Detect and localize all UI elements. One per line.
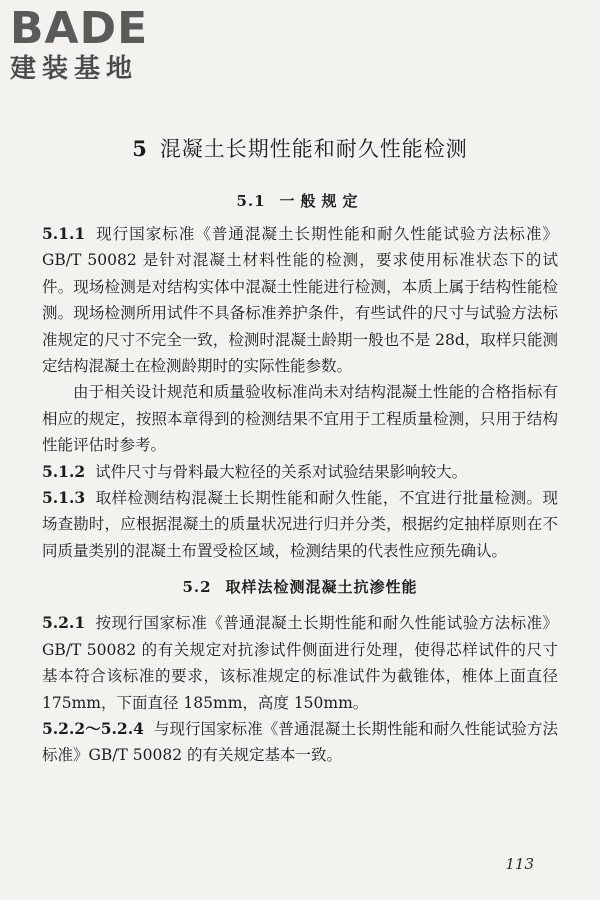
section-title-text: 取样法检测混凝土抗渗性能	[225, 578, 418, 597]
chapter-title-text: 混凝土长期性能和耐久性能检测	[159, 137, 468, 161]
clause-5-1-1-continued	[42, 379, 558, 458]
clause-number: 5.1.2	[42, 461, 86, 481]
clause-number: 5.1.1	[42, 224, 86, 243]
clause-5-1-3	[42, 485, 558, 564]
clause-text: 现行国家标准《普通混凝土长期性能和耐久性能试验方法标准》GB/T 50082 是针对混凝土材料性能的检测，要求使用标准状态下的试件。现场检测是对结构实体中混凝土性能进行检测，本质上属于结构性能检测。现场检测所用试件不具备标准养护条件，有些试件的尺寸与试验方法标准规定的尺寸不完全一致，检测时混凝土龄期一般也不是 28d，取样只能测定结构混凝土在检测龄期时的实际性能参数。	[42, 225, 558, 376]
site-logo	[10, 3, 180, 84]
section-title-text: 一般规定	[279, 192, 364, 210]
clause-text: 试件尺寸与骨料最大粒径的关系对试验结果影响较大。	[95, 462, 468, 481]
clause-number: 5.2.2～5.2.4	[42, 718, 144, 738]
chapter-title	[42, 134, 558, 164]
page-number: 113	[505, 855, 534, 873]
page-content	[42, 134, 558, 769]
section-number: 5.2	[182, 578, 212, 597]
clause-number: 5.1.3	[42, 488, 86, 508]
logo-subtitle: 建装基地	[10, 54, 139, 84]
clause-5-1-2	[42, 459, 558, 485]
clause-text: 与现行国家标准《普通混凝土长期性能和耐久性能试验方法标准》GB/T 50082 的有关规定基本一致。	[42, 719, 558, 765]
clause-5-2-2-to-5-2-4	[42, 716, 558, 769]
clause-number: 5.2.1	[42, 613, 86, 633]
clause-5-2-1	[42, 610, 558, 716]
section-number: 5.1	[236, 192, 266, 210]
section-title-5-2	[42, 576, 558, 598]
section-title-5-1	[42, 190, 558, 212]
clause-5-1-1	[42, 221, 558, 379]
clause-text: 取样检测结构混凝土长期性能和耐久性能，不宜进行批量检测。现场查勘时，应根据混凝土的质量状况进行归并分类，根据约定抽样原则在不同质量类别的混凝土布置受检区域，检测结果的代表性应预先确认。	[42, 489, 558, 560]
logo-mark: BADE	[10, 3, 149, 54]
clause-text: 由于相关设计规范和质量验收标准尚未对结构混凝土性能的合格指标有相应的规定，按照本章得到的检测结果不宜用于工程质量检测，只用于结构性能评估时参考。	[42, 383, 558, 455]
chapter-number: 5	[132, 136, 148, 161]
clause-text: 按现行国家标准《普通混凝土长期性能和耐久性能试验方法标准》GB/T 50082 的有关规定对抗渗试件侧面进行处理，使得芯样试件的尺寸基本符合该标准的要求，该标准规定的标准试件为截锥体，椎体上面直径 175mm，下面直径 185mm，高度 150mm。	[42, 614, 558, 712]
